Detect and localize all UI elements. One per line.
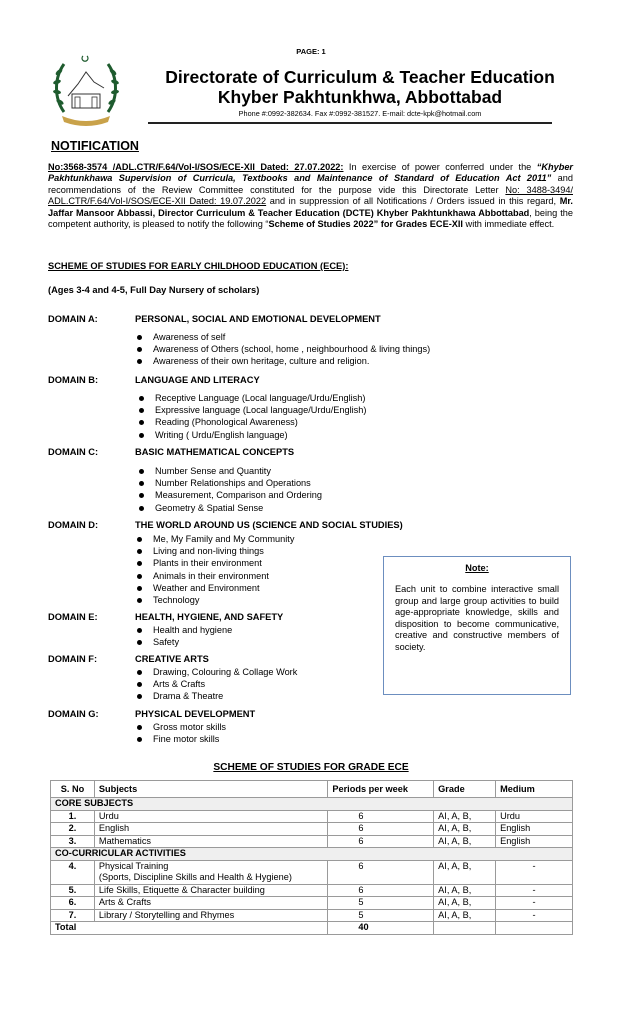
column-header-subjects: Subjects [94, 781, 327, 798]
notification-heading: NOTIFICATION [51, 139, 139, 153]
kp-government-emblem-icon [50, 50, 122, 128]
table-row [51, 897, 573, 910]
cell-grade: AI, A, B, [434, 823, 496, 836]
list-item: Drama & Theatre [135, 690, 297, 702]
cell-grade: AI, A, B, [434, 884, 496, 897]
list-item: Health and hygiene [135, 624, 232, 636]
list-item: Arts & Crafts [135, 678, 297, 690]
cell-sno: 7. [51, 909, 95, 922]
total-label: Total [51, 922, 328, 935]
page-number: PAGE: 1 [296, 47, 326, 56]
ece-ages: (Ages 3-4 and 4-5, Full Day Nursery of scholars) [48, 285, 260, 295]
cell-subject: English [94, 823, 327, 836]
domain-e-title: HEALTH, HYGIENE, AND SAFETY [135, 612, 284, 622]
cell-medium: English [496, 823, 573, 836]
scheme-of-studies-table [50, 780, 573, 935]
list-item: Expressive language (Local language/Urdu/English) [137, 404, 366, 416]
competent-authority: Mr. Jaffar Mansoor Abbassi, Director Curriculum & Teacher Education (DCTE) Khyber Pakhtunkhawa Abbottabad [48, 196, 573, 218]
domain-a-list [135, 331, 430, 368]
cell-subject: Arts & Crafts [94, 897, 327, 910]
cell-periods: 5 [328, 897, 434, 910]
table-total-row [51, 922, 573, 935]
cell-subject: Urdu [94, 810, 327, 823]
subject-name: Physical Training [98, 860, 169, 871]
domain-g-label: DOMAIN G: [48, 709, 99, 719]
para-text: and in suppression of all Notifications / Orders issued in this regard, [266, 196, 560, 207]
table-row [51, 860, 573, 884]
cell-periods: 6 [328, 823, 434, 836]
column-header-periods: Periods per week [328, 781, 434, 798]
ece-scheme-heading: SCHEME OF STUDIES FOR EARLY CHILDHOOD EDUCATION (ECE): [48, 261, 349, 271]
domain-b-label: DOMAIN B: [48, 375, 99, 385]
note-text: Each unit to combine interactive small group and large group activities to build age-appropriate knowledge, skills and disposition to become communicative, creative and constructive members of society. [395, 584, 559, 652]
domain-f-label: DOMAIN F: [48, 654, 98, 664]
cell-grade: AI, A, B, [434, 860, 496, 884]
cell-medium: - [496, 897, 573, 910]
cell-sno: 1. [51, 810, 95, 823]
cell-medium: English [496, 835, 573, 848]
cell-grade: AI, A, B, [434, 835, 496, 848]
domain-e-list [135, 624, 232, 648]
cell-periods: 6 [328, 810, 434, 823]
para-text: In exercise of power conferred under the [343, 162, 537, 172]
directorate-title: Directorate of Curriculum & Teacher Education [165, 67, 555, 87]
cell-medium: Urdu [496, 810, 573, 823]
list-item: Awareness of self [135, 331, 430, 343]
domain-c-list [137, 465, 322, 514]
cell-empty [434, 922, 496, 935]
list-item: Animals in their environment [135, 570, 294, 582]
table-row [51, 884, 573, 897]
domain-e-label: DOMAIN E: [48, 612, 98, 622]
list-item: Writing ( Urdu/English language) [137, 429, 366, 441]
cell-medium: - [496, 860, 573, 884]
cell-subject: Mathematics [94, 835, 327, 848]
letter-reference: No: 3488-3494/ ADL.CTR/F.64/Vol-I/SOS/ECE-XII Dated: 19.07.2022 [48, 184, 573, 207]
cell-empty [496, 922, 573, 935]
list-item: Geometry & Spatial Sense [137, 502, 322, 514]
section-row-cocurricular [51, 848, 573, 861]
list-item: Measurement, Comparison and Ordering [137, 489, 322, 501]
section-row-core [51, 798, 573, 811]
domain-g-list [135, 721, 226, 745]
list-item: Awareness of Others (school, home , neighbourhood & living things) [135, 343, 430, 355]
domain-d-label: DOMAIN D: [48, 520, 99, 530]
list-item: Gross motor skills [135, 721, 226, 733]
domain-b-title: LANGUAGE AND LITERACY [135, 375, 260, 385]
cell-periods: 6 [328, 860, 434, 884]
list-item: Number Relationships and Operations [137, 477, 322, 489]
cell-subject: Library / Storytelling and Rhymes [94, 909, 327, 922]
cell-grade: AI, A, B, [434, 909, 496, 922]
list-item: Technology [135, 594, 294, 606]
act-name: “Khyber Pakhtunkhawa Supervision of Curricula, Textbooks and Maintenance of Standard of Education Act 2011” [48, 162, 573, 184]
domain-f-list [135, 666, 297, 703]
cell-subject [94, 860, 327, 884]
cell-grade: AI, A, B, [434, 897, 496, 910]
list-item: Plants in their environment [135, 557, 294, 569]
domain-f-title: CREATIVE ARTS [135, 654, 209, 664]
contact-info: Phone #:0992-382634. Fax #:0992-381527. E-mail: dcte-kpk@hotmail.com [238, 109, 482, 118]
section-label: CORE SUBJECTS [51, 798, 573, 811]
list-item: Drawing, Colouring & Collage Work [135, 666, 297, 678]
notification-reference: No:3568-3574 /ADL.CTR/F.64/Vol-I/SOS/ECE-XII Dated: 27.07.2022: [48, 162, 344, 172]
cell-sno: 3. [51, 835, 95, 848]
header-divider [148, 122, 552, 124]
list-item: Me, My Family and My Community [135, 533, 294, 545]
list-item: Fine motor skills [135, 733, 226, 745]
para-text: and recommendations of the Review Committee constituted for the purpose vide this Directorate Letter [48, 173, 573, 195]
para-text: , being the competent authority, is pleased to notify the following “ [48, 207, 573, 230]
domain-g-title: PHYSICAL DEVELOPMENT [135, 709, 256, 719]
cell-grade: AI, A, B, [434, 810, 496, 823]
domain-d-title: THE WORLD AROUND US (SCIENCE AND SOCIAL STUDIES) [135, 520, 403, 530]
cell-subject: Life Skills, Etiquette & Character building [94, 884, 327, 897]
cell-sno: 6. [51, 897, 95, 910]
list-item: Weather and Environment [135, 582, 294, 594]
column-header-sno: S. No [51, 781, 95, 798]
cell-periods: 5 [328, 909, 434, 922]
note-box [383, 556, 571, 695]
column-header-grade: Grade [434, 781, 496, 798]
list-item: Safety [135, 636, 232, 648]
cell-sno: 4. [51, 860, 95, 884]
table-header-row [51, 781, 573, 798]
cell-sno: 2. [51, 823, 95, 836]
domain-a-label: DOMAIN A: [48, 314, 98, 324]
directorate-location: Khyber Pakhtunkhwa, Abbottabad [217, 87, 503, 107]
domain-c-label: DOMAIN C: [48, 447, 99, 457]
cell-periods: 6 [328, 884, 434, 897]
column-header-medium: Medium [496, 781, 573, 798]
domain-d-list [135, 533, 294, 606]
domain-b-list [137, 392, 366, 441]
cell-sno: 5. [51, 884, 95, 897]
table-row [51, 835, 573, 848]
scheme-name: Scheme of Studies 2022” for Grades ECE-XII [268, 219, 463, 230]
table-row [51, 909, 573, 922]
domain-a-title: PERSONAL, SOCIAL AND EMOTIONAL DEVELOPMENT [135, 314, 381, 324]
subject-detail: (Sports, Discipline Skills and Health & Hygiene) [98, 872, 292, 882]
notification-paragraph [48, 162, 573, 230]
list-item: Living and non-living things [135, 545, 294, 557]
cell-periods: 6 [328, 835, 434, 848]
grade-table-heading: SCHEME OF STUDIES FOR GRADE ECE [213, 762, 409, 773]
cell-medium: - [496, 884, 573, 897]
list-item: Reading (Phonological Awareness) [137, 416, 366, 428]
para-text: with immediate effect. [463, 219, 555, 230]
total-periods: 40 [328, 922, 434, 935]
cell-medium: - [496, 909, 573, 922]
list-item: Awareness of their own heritage, culture and religion. [135, 355, 430, 367]
domain-c-title: BASIC MATHEMATICAL CONCEPTS [135, 447, 295, 457]
list-item: Receptive Language (Local language/Urdu/English) [137, 392, 366, 404]
note-title: Note: [465, 563, 489, 573]
table-row [51, 810, 573, 823]
list-item: Number Sense and Quantity [137, 465, 322, 477]
table-row [51, 823, 573, 836]
section-label: CO-CURRICULAR ACTIVITIES [51, 848, 573, 861]
